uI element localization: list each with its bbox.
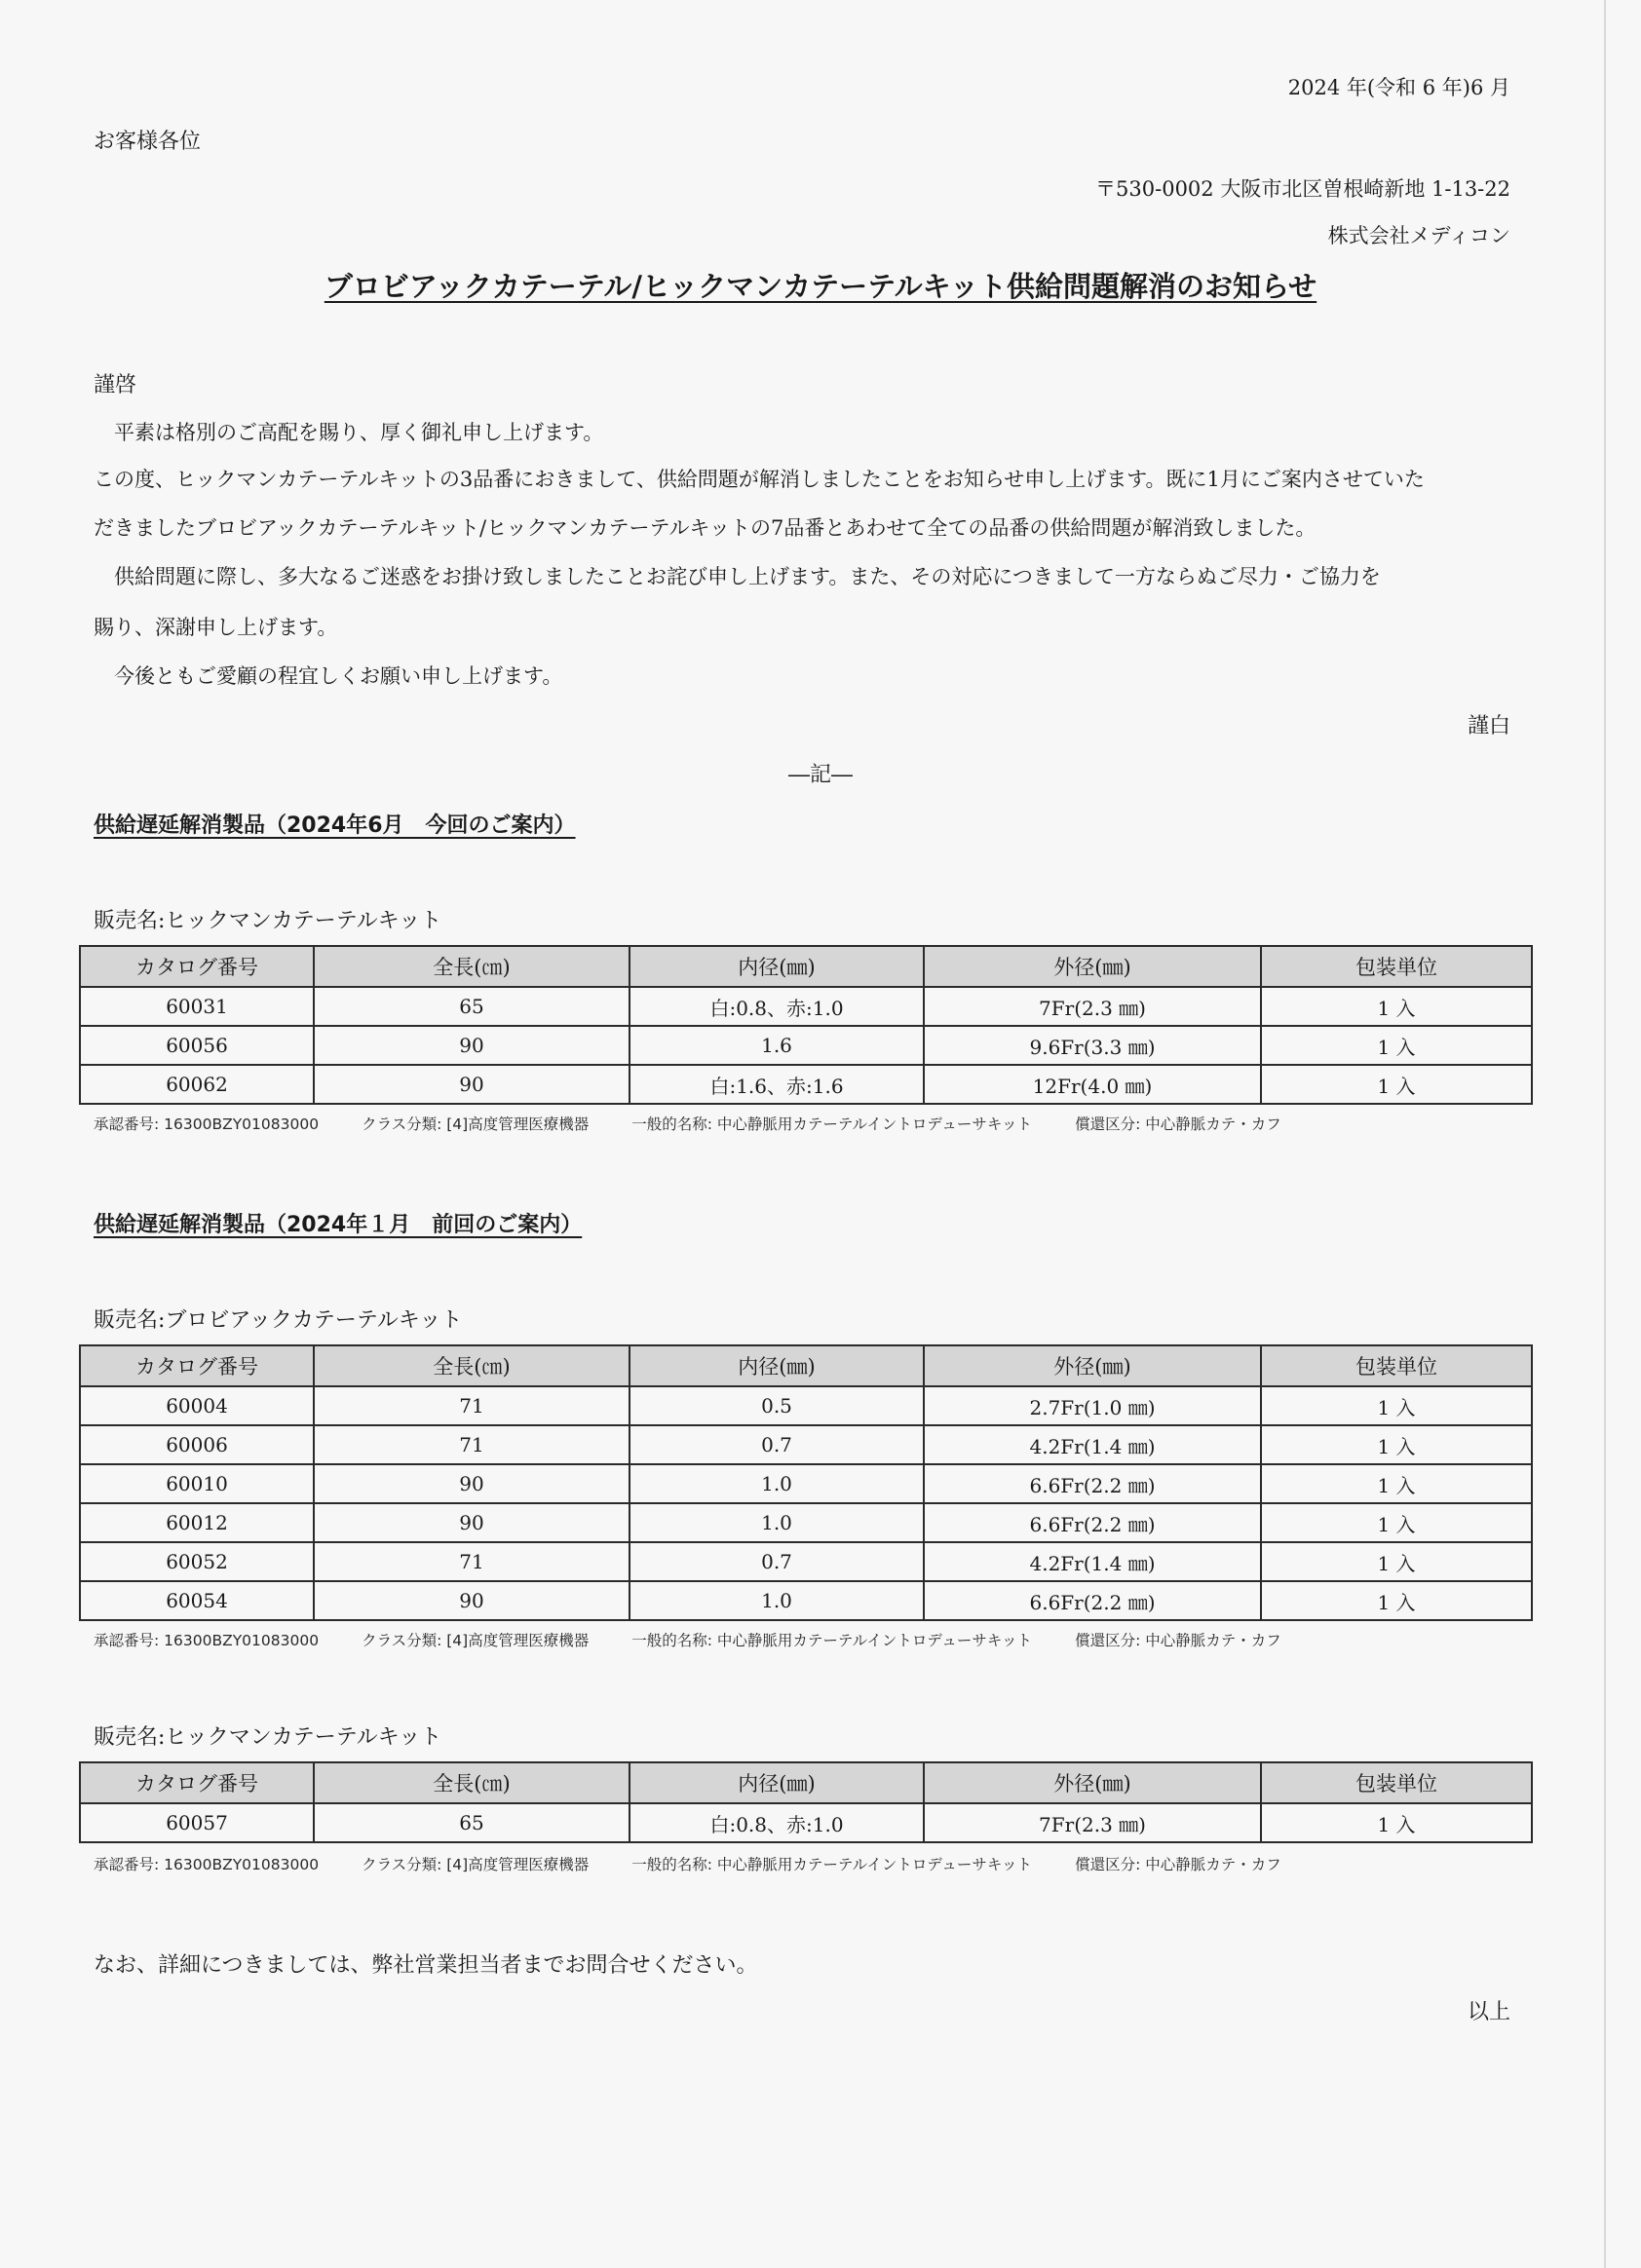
greeting: 謹啓 [94,373,137,397]
generic-name: 一般的名称: 中心静脈用カテーテルイントロデューサキット [631,1115,1033,1133]
sender-address: 〒530-0002 大阪市北区曽根崎新地 1-13-22 [1095,177,1510,201]
table-cell: 90 [314,1065,630,1104]
table-cell: 60012 [80,1503,314,1542]
table-cell: 1.0 [630,1464,924,1503]
table-cell: 1 入 [1261,987,1532,1026]
paper-edge [1604,0,1606,2268]
table-cell: 12Fr(4.0 ㎜) [924,1065,1261,1104]
column-header: 内径(㎜) [630,946,924,987]
table-cell: 65 [314,987,630,1026]
table-row [80,987,1532,1026]
body-line: 今後ともご愛顧の程宜しくお願い申し上げます。 [94,664,563,688]
table-cell: 4.2Fr(1.4 ㎜) [924,1425,1261,1464]
table-cell: 71 [314,1425,630,1464]
table-row [80,1503,1532,1542]
table-row [80,1542,1532,1581]
table-cell: 60010 [80,1464,314,1503]
table-cell: 71 [314,1386,630,1425]
table-cell: 6.6Fr(2.2 ㎜) [924,1503,1261,1542]
table-cell: 白:1.6、赤:1.6 [630,1065,924,1104]
column-header: カタログ番号 [80,1345,314,1386]
table-cell: 1.0 [630,1503,924,1542]
table-cell: 7Fr(2.3 ㎜) [924,987,1261,1026]
table-cell: 1 入 [1261,1542,1532,1581]
document-title: ブロビアックカテーテル/ヒックマンカテーテルキット供給問題解消のお知らせ [324,270,1317,303]
table-cell: 90 [314,1464,630,1503]
column-header: カタログ番号 [80,946,314,987]
table-row [80,1026,1532,1065]
table-cell: 60006 [80,1425,314,1464]
approval-number: 承認番号: 16300BZY01083000 [94,1632,320,1649]
reimbursement-category: 償還区分: 中心静脈カテ・カフ [1075,1856,1281,1873]
table-cell: 1.0 [630,1581,924,1620]
table-cell: 60054 [80,1581,314,1620]
addressee: お客様各位 [94,130,202,154]
document-date: 2024 年(令和 6 年)6 月 [1287,76,1510,99]
column-header: 外径(㎜) [924,1345,1261,1386]
column-header: 包装単位 [1261,1345,1532,1386]
table-cell: 6.6Fr(2.2 ㎜) [924,1464,1261,1503]
table-cell: 60057 [80,1803,314,1842]
brand-name: 販売名:ヒックマンカテーテルキット [94,1725,442,1750]
table-cell: 白:0.8、赤:1.0 [630,987,924,1026]
sender-company: 株式会社メディコン [1327,224,1510,247]
table-row [80,1065,1532,1104]
table-cell: 1.6 [630,1026,924,1065]
body-line: 賜り、深謝申し上げます。 [94,616,338,639]
table-cell: 1 入 [1261,1425,1532,1464]
table-row [80,1803,1532,1842]
table-cell: 60056 [80,1026,314,1065]
table-cell: 90 [314,1581,630,1620]
table-cell: 60052 [80,1542,314,1581]
column-header: カタログ番号 [80,1762,314,1803]
footer-text: なお、詳細につきましては、弊社営業担当者までお問合せください。 [94,1953,758,1978]
section-heading: 供給遅延解消製品（2024年１月 前回のご案内） [94,1213,583,1237]
generic-name: 一般的名称: 中心静脈用カテーテルイントロデューサキット [631,1856,1033,1873]
approval-note [94,1629,1324,1650]
approval-number: 承認番号: 16300BZY01083000 [94,1115,320,1133]
table-cell: 1 入 [1261,1581,1532,1620]
column-header: 全長(㎝) [314,1345,630,1386]
body-line: この度、ヒックマンカテーテルキットの3品番におきまして、供給問題が解消しましたことをお知らせ申し上げます。既に1月にご案内させていた [94,468,1425,491]
closing-kinpaku: 謹白 [1467,714,1510,738]
column-header: 包装単位 [1261,1762,1532,1803]
device-class: クラス分類: [4]高度管理医療機器 [362,1632,590,1649]
table-cell: 90 [314,1026,630,1065]
body-line: だきましたブロビアックカテーテルキット/ヒックマンカテーテルキットの7品番とあわせて全ての品番の供給問題が解消致しました。 [94,516,1317,540]
column-header: 外径(㎜) [924,1762,1261,1803]
brand-name: 販売名:ヒックマンカテーテルキット [94,909,442,933]
section-heading: 供給遅延解消製品（2024年6月 今回のご案内） [94,813,576,838]
table-cell: 71 [314,1542,630,1581]
column-header: 全長(㎝) [314,1762,630,1803]
table-cell: 1 入 [1261,1503,1532,1542]
approval-note [94,1853,1324,1874]
reimbursement-category: 償還区分: 中心静脈カテ・カフ [1075,1632,1281,1649]
table-cell: 1 入 [1261,1065,1532,1104]
column-header: 内径(㎜) [630,1345,924,1386]
reimbursement-category: 償還区分: 中心静脈カテ・カフ [1075,1115,1281,1133]
table-cell: 1 入 [1261,1026,1532,1065]
table-cell: 60004 [80,1386,314,1425]
table-header-row [80,946,1532,987]
table-cell: 9.6Fr(3.3 ㎜) [924,1026,1261,1065]
product-table [79,1761,1533,1843]
closing-ijo: 以上 [1467,2000,1510,2024]
table-row [80,1464,1532,1503]
table-cell: 0.7 [630,1542,924,1581]
table-cell: 4.2Fr(1.4 ㎜) [924,1542,1261,1581]
approval-note [94,1113,1324,1134]
table-cell: 2.7Fr(1.0 ㎜) [924,1386,1261,1425]
product-table [79,945,1533,1105]
table-cell: 7Fr(2.3 ㎜) [924,1803,1261,1842]
table-cell: 6.6Fr(2.2 ㎜) [924,1581,1261,1620]
column-header: 全長(㎝) [314,946,630,987]
table-cell: 白:0.8、赤:1.0 [630,1803,924,1842]
table-cell: 1 入 [1261,1464,1532,1503]
body-line: 供給問題に際し、多大なるご迷惑をお掛け致しましたことお詫び申し上げます。また、その対応につきまして一方ならぬご尽力・ご協力を [94,565,1381,588]
approval-number: 承認番号: 16300BZY01083000 [94,1856,320,1873]
table-cell: 1 入 [1261,1386,1532,1425]
table-row [80,1425,1532,1464]
table-cell: 1 入 [1261,1803,1532,1842]
body-line: 平素は格別のご高配を賜り、厚く御礼申し上げます。 [94,421,604,444]
column-header: 内径(㎜) [630,1762,924,1803]
table-header-row [80,1345,1532,1386]
device-class: クラス分類: [4]高度管理医療機器 [362,1856,590,1873]
column-header: 包装単位 [1261,946,1532,987]
table-row [80,1581,1532,1620]
brand-name: 販売名:ブロビアックカテーテルキット [94,1308,463,1333]
ki-marker: ―記― [787,763,853,787]
table-header-row [80,1762,1532,1803]
table-cell: 65 [314,1803,630,1842]
table-cell: 90 [314,1503,630,1542]
product-table [79,1344,1533,1621]
table-cell: 60031 [80,987,314,1026]
device-class: クラス分類: [4]高度管理医療機器 [362,1115,590,1133]
table-cell: 0.7 [630,1425,924,1464]
table-row [80,1386,1532,1425]
table-cell: 60062 [80,1065,314,1104]
generic-name: 一般的名称: 中心静脈用カテーテルイントロデューサキット [631,1632,1033,1649]
column-header: 外径(㎜) [924,946,1261,987]
table-cell: 0.5 [630,1386,924,1425]
